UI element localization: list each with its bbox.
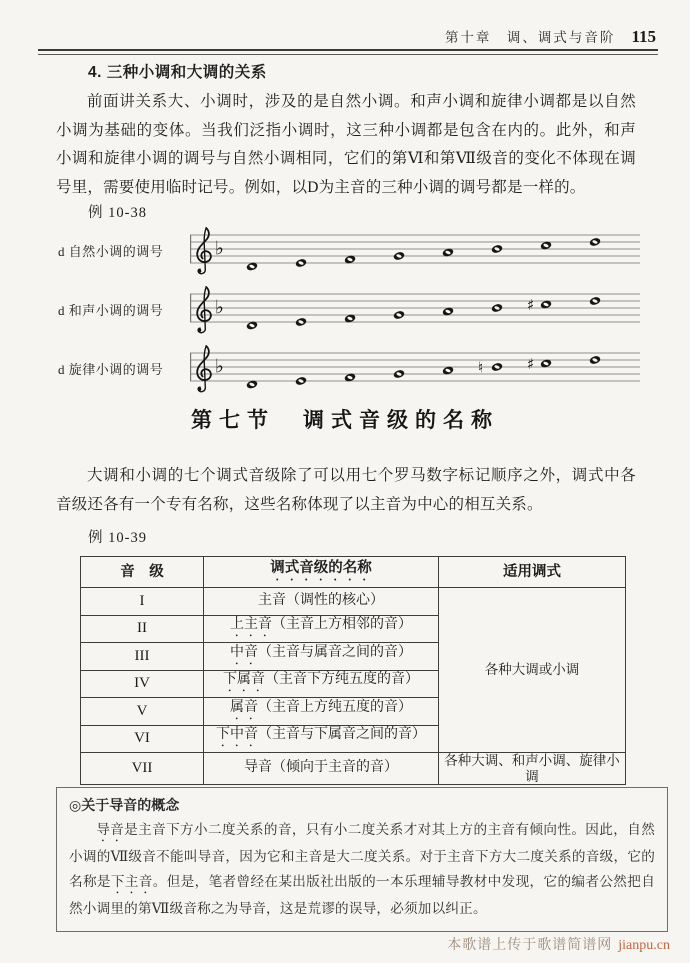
header-usage: 适用调式 [439, 557, 626, 588]
example-label-10-38: 例 10-38 [88, 205, 147, 221]
whole-note [491, 303, 503, 313]
header-rule [38, 49, 658, 55]
staff-svg [190, 221, 642, 280]
staff-label: d 自然小调的调号 [58, 244, 164, 259]
whole-note [295, 258, 307, 268]
section-heading: 4. 三种小调和大调的关系 [88, 64, 267, 81]
whole-note [393, 251, 405, 261]
staff-row [58, 221, 642, 280]
staff-row [58, 280, 642, 339]
staff-svg [190, 339, 642, 398]
staves-figure [58, 221, 642, 398]
header-name: 调式音级的名称 [204, 557, 439, 588]
footer-site-link: jianpu.cn [618, 938, 670, 953]
page-number: 115 [631, 27, 656, 46]
example-label-10-39: 例 10-39 [88, 530, 147, 546]
whole-note [393, 369, 405, 379]
note-box-title: ◎关于导音的概念 [69, 797, 180, 813]
key-signature-flat-icon: ♭ [215, 355, 224, 378]
header-degree: 音 级 [81, 557, 204, 588]
whole-note [589, 237, 601, 247]
accidental-icon: ♮ [478, 358, 484, 377]
section-title: 第七节 调式音级的名称 [191, 408, 499, 432]
whole-note [491, 362, 503, 372]
whole-note [589, 355, 601, 365]
whole-note [295, 317, 307, 327]
whole-note [491, 244, 503, 254]
table-row: IV 下属音（主音下方纯五度的音） [81, 670, 626, 698]
body-paragraph: 前面讲关系大、小调时，涉及的是自然小调。和声小调和旋律小调都是以自然小调为基础的变体。当我们泛指小调时，这三种小调都是包含在内的。此外，和声小调和旋律小调的调号与自然小调相同，它们的第Ⅵ和第Ⅶ级音的变化不体现在调号里，需要使用临时记号。例如，以D为主音的三种小调的调号都是一样的。 [56, 93, 636, 196]
table-row: III 中音（主音与属音之间的音） [81, 643, 626, 671]
table-row: VI 下中音（主音与下属音之间的音） [81, 725, 626, 753]
accidental-icon: ♯ [527, 355, 535, 373]
accidental-icon: ♯ [527, 296, 535, 314]
staff-svg [190, 280, 642, 339]
whole-note [295, 376, 307, 386]
note-box-text: 导音是主音下方小二度关系的音，只有小二度关系才对其上方的主音有倾向性。因此，自然小调的Ⅶ级音不能叫导音，因为它和主音是大二度关系。对于主音下方大二度关系的音级，它的名称是下主音。但是，笔者曾经在某出版社出版的一本乐理辅导教材中发现，它的编者公然把自然小调里的第Ⅶ级音称之为导音，这是荒谬的误导，必须加以纠正。 [69, 822, 655, 916]
staff-row [58, 339, 642, 398]
table-row: VII 导音（倾向于主音的音） 各种大调、和声小调、旋律小调 [81, 753, 626, 785]
staff-label: d 旋律小调的调号 [58, 362, 164, 377]
key-signature-flat-icon: ♭ [215, 296, 224, 319]
page-footer [447, 934, 670, 954]
body-paragraph: 大调和小调的七个调式音级除了可以用七个罗马数字标记顺序之外，调式中各音级还各有一个专有名称，这些名称体现了以主音为中心的相互关系。 [56, 467, 636, 513]
key-signature-flat-icon: ♭ [215, 237, 224, 260]
degree-table [80, 556, 626, 785]
table-row: V 属音（主音上方纯五度的音） [81, 698, 626, 726]
whole-note [589, 296, 601, 306]
table-row: II 上主音（主音上方相邻的音） [81, 615, 626, 643]
page-header [38, 26, 656, 47]
footer-text: 本歌谱上传于歌谱简谱网 [447, 938, 613, 953]
table-header-row [81, 557, 626, 588]
whole-note [393, 310, 405, 320]
merged-usage-cell: 各种大调或小调 [439, 588, 626, 753]
chapter-title: 第十章 调、调式与音阶 [444, 30, 616, 45]
table-row: I 主音（调性的核心） 各种大调或小调 [81, 588, 626, 616]
note-box [56, 787, 668, 932]
staff-label: d 和声小调的调号 [58, 303, 164, 318]
